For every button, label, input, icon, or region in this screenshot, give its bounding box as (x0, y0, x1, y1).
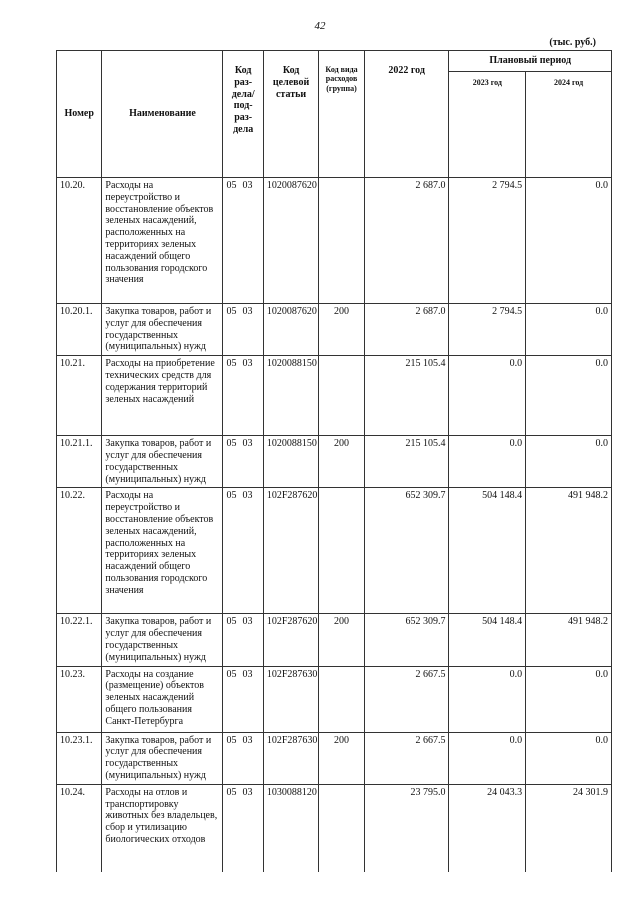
row-name: Закупка товаров, работ и услуг для обеспечения государственных (муниципальных) нужд (102, 614, 223, 666)
budget-table (56, 50, 612, 872)
row-section-code (223, 436, 263, 488)
row-amount-2024: 491 948.2 (526, 614, 612, 666)
row-section: 05 (226, 668, 237, 680)
row-number: 10.23. (57, 666, 102, 732)
row-subsection: 03 (242, 786, 253, 798)
row-target-code: 102F287630 (263, 732, 318, 784)
row-name: Закупка товаров, работ и услуг для обеспечения государственных (муниципальных) нужд (102, 304, 223, 356)
row-name: Расходы на создание (размещение) объектов зеленых насаждений общего пользования Санкт-Петербурга (102, 666, 223, 732)
row-section: 05 (226, 358, 237, 370)
row-target-code: 102F287620 (263, 488, 318, 614)
row-subsection: 03 (242, 438, 253, 450)
row-section: 05 (226, 438, 237, 450)
row-section-code (223, 614, 263, 666)
header-target: Код целевой статьи (263, 51, 318, 178)
row-name: Расходы на переустройство и восстановление объектов зеленых насаждений, расположенных на территориях зеленых насаждений общего пользования городского значения (102, 488, 223, 614)
row-name: Расходы на приобретение технических средств для содержания территорий зеленых насаждений (102, 356, 223, 436)
row-section: 05 (226, 786, 237, 798)
row-amount-2024: 0.0 (526, 436, 612, 488)
row-group-code (319, 666, 364, 732)
row-section: 05 (226, 734, 237, 746)
row-section: 05 (226, 306, 237, 317)
row-number: 10.21.1. (57, 436, 102, 488)
row-section: 05 (226, 490, 237, 502)
row-section: 05 (226, 180, 237, 191)
table-row (57, 666, 612, 732)
row-amount-2024: 491 948.2 (526, 488, 612, 614)
row-amount-2022: 2 687.0 (364, 178, 449, 304)
table-row (57, 614, 612, 666)
row-number: 10.21. (57, 356, 102, 436)
row-section-code (223, 732, 263, 784)
row-amount-2024: 0.0 (526, 304, 612, 356)
table-row (57, 304, 612, 356)
row-amount-2022: 2 667.5 (364, 666, 449, 732)
row-amount-2022: 2 687.0 (364, 304, 449, 356)
row-section-code (223, 666, 263, 732)
row-name: Расходы на переустройство и восстановление объектов зеленых насаждений, расположенных на территориях зеленых насаждений общего пользования городского значения (102, 178, 223, 304)
row-amount-2023: 0.0 (449, 732, 526, 784)
row-amount-2024: 24 301.9 (526, 784, 612, 872)
row-amount-2023: 504 148.4 (449, 614, 526, 666)
row-group-code (319, 488, 364, 614)
row-section-code (223, 304, 263, 356)
row-number: 10.22. (57, 488, 102, 614)
page-number: 42 (314, 20, 326, 32)
header-number: Номер (57, 51, 102, 178)
table-row (57, 178, 612, 304)
table-row (57, 488, 612, 614)
header-planned-period: Плановый период (449, 51, 612, 72)
table-row (57, 784, 612, 872)
row-subsection: 03 (242, 668, 253, 680)
row-amount-2022: 215 105.4 (364, 436, 449, 488)
row-amount-2022: 23 795.0 (364, 784, 449, 872)
row-group-code: 200 (319, 732, 364, 784)
row-name: Расходы на отлов и транспортировку животных без владельцев, сбор и утилизацию биологических отходов (102, 784, 223, 872)
row-amount-2023: 24 043.3 (449, 784, 526, 872)
row-subsection: 03 (242, 616, 253, 628)
row-target-code: 1030088120 (263, 784, 318, 872)
row-amount-2023: 0.0 (449, 436, 526, 488)
header-2023: 2023 год (449, 72, 526, 178)
row-group-code (319, 784, 364, 872)
row-section-code (223, 784, 263, 872)
row-number: 10.24. (57, 784, 102, 872)
row-name: Закупка товаров, работ и услуг для обеспечения государственных (муниципальных) нужд (102, 732, 223, 784)
unit-note: (тыс. руб.) (549, 37, 596, 48)
row-subsection: 03 (242, 180, 253, 191)
header-2022: 2022 год (364, 51, 449, 178)
row-group-code: 200 (319, 614, 364, 666)
row-target-code: 102F287620 (263, 614, 318, 666)
row-number: 10.20.1. (57, 304, 102, 356)
header-2024: 2024 год (526, 72, 612, 178)
row-target-code: 1020088150 (263, 356, 318, 436)
table-row (57, 436, 612, 488)
row-number: 10.22.1. (57, 614, 102, 666)
row-group-code: 200 (319, 436, 364, 488)
row-target-code: 1020088150 (263, 436, 318, 488)
row-amount-2023: 504 148.4 (449, 488, 526, 614)
row-section-code (223, 356, 263, 436)
row-name: Закупка товаров, работ и услуг для обеспечения государственных (муниципальных) нужд (102, 436, 223, 488)
row-amount-2022: 215 105.4 (364, 356, 449, 436)
table-row (57, 732, 612, 784)
budget-rows (57, 178, 612, 873)
row-target-code: 1020087620 (263, 304, 318, 356)
row-amount-2024: 0.0 (526, 356, 612, 436)
row-amount-2023: 0.0 (449, 666, 526, 732)
row-amount-2023: 2 794.5 (449, 178, 526, 304)
row-subsection: 03 (242, 358, 253, 370)
row-amount-2022: 2 667.5 (364, 732, 449, 784)
row-section: 05 (226, 616, 237, 628)
row-group-code: 200 (319, 304, 364, 356)
row-amount-2022: 652 309.7 (364, 488, 449, 614)
table-row (57, 356, 612, 436)
row-amount-2023: 2 794.5 (449, 304, 526, 356)
row-target-code: 1020087620 (263, 178, 318, 304)
row-target-code: 102F287630 (263, 666, 318, 732)
row-amount-2022: 652 309.7 (364, 614, 449, 666)
header-name: Наименование (102, 51, 223, 178)
header-section: Код раз-дела/ под-раз-дела (223, 51, 263, 178)
row-subsection: 03 (242, 734, 253, 746)
row-number: 10.20. (57, 178, 102, 304)
row-group-code (319, 356, 364, 436)
row-number: 10.23.1. (57, 732, 102, 784)
row-section-code (223, 178, 263, 304)
row-amount-2024: 0.0 (526, 178, 612, 304)
row-section-code (223, 488, 263, 614)
row-amount-2024: 0.0 (526, 732, 612, 784)
row-amount-2024: 0.0 (526, 666, 612, 732)
header-group: Код вида расходов (группа) (319, 51, 364, 178)
row-amount-2023: 0.0 (449, 356, 526, 436)
row-subsection: 03 (242, 490, 253, 502)
row-group-code (319, 178, 364, 304)
row-subsection: 03 (242, 306, 253, 317)
